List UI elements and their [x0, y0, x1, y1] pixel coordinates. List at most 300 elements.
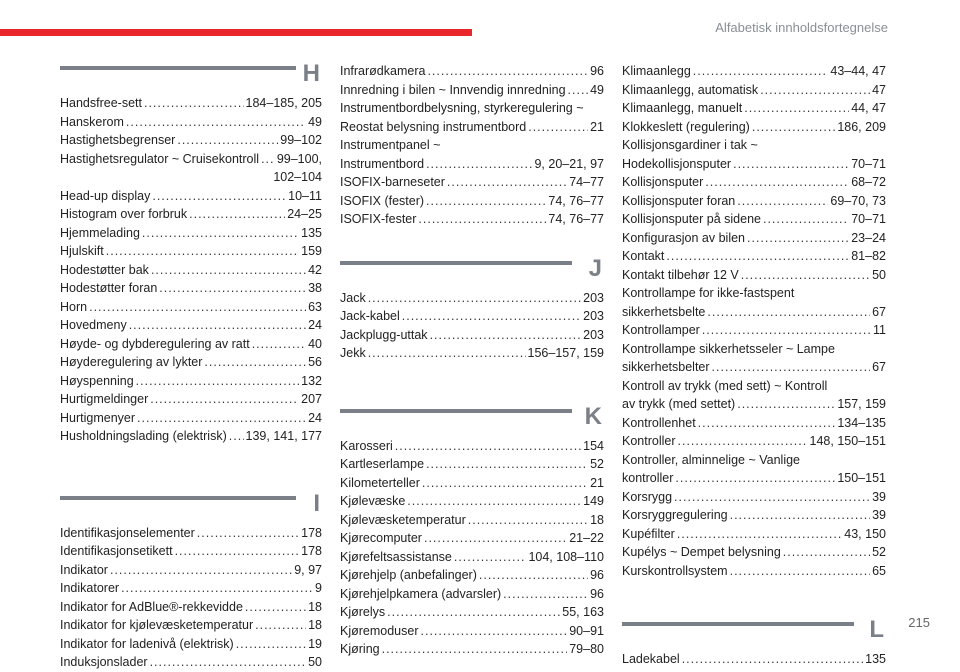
index-entry-term: Korsrygg — [622, 489, 673, 504]
index-entry — [340, 136, 604, 173]
dot-leader — [682, 650, 863, 669]
dot-leader — [730, 562, 871, 581]
dot-leader — [426, 455, 588, 474]
index-entry-row — [340, 307, 604, 326]
dot-leader — [744, 99, 849, 118]
index-entry-term: Indikator for kjølevæsketemperatur — [60, 618, 254, 632]
index-entry-pages: 65 — [872, 563, 886, 578]
dot-leader — [783, 543, 870, 562]
index-entry-prefix: Instrumentbordbelysning, styrkeregulering ~ — [340, 101, 584, 115]
index-entry-term: av trykk (med settet) — [622, 397, 736, 411]
index-entry-pages: 69–70, 73 — [830, 193, 886, 208]
index-entry-pages: 203 — [583, 309, 604, 323]
section-spacer — [340, 363, 604, 405]
index-entry-pages: 38 — [308, 281, 322, 295]
dot-leader — [159, 279, 306, 298]
dot-leader — [422, 474, 588, 493]
dot-leader — [421, 622, 568, 641]
index-entry-pages: 9 — [315, 581, 322, 595]
index-entry-pages: 81–82 — [851, 249, 886, 263]
index-entry-pages: 18 — [590, 512, 604, 527]
section-rule — [340, 261, 572, 265]
dot-leader — [368, 344, 526, 363]
index-entry-row — [60, 94, 322, 113]
index-entry-pages: 178 — [301, 544, 322, 558]
index-entry-term: Handsfree-sett — [60, 96, 142, 110]
index-entry-term: Hodestøtter bak — [60, 262, 149, 277]
dot-leader — [479, 566, 588, 585]
index-entry — [340, 492, 604, 511]
index-entry-pages: 49 — [590, 82, 604, 97]
index-entry-term: Korsryggregulering — [622, 508, 728, 522]
index-entry-row — [60, 187, 322, 206]
section-heading — [340, 254, 604, 289]
index-entry — [622, 543, 886, 562]
index-entry-row — [622, 506, 886, 525]
index-entry — [622, 81, 886, 100]
index-entry-row — [622, 395, 886, 414]
index-entry-term: Kontakt — [622, 249, 665, 263]
dot-leader — [129, 316, 306, 335]
index-entry — [60, 427, 322, 446]
index-entry-pages: 74, 76–77 — [548, 193, 604, 208]
index-entry-pages: 74, 76–77 — [548, 212, 604, 226]
index-entry-term: Kjølevæske — [340, 494, 406, 508]
index-entry-pages: 21–22 — [569, 531, 604, 545]
dot-leader — [741, 266, 870, 285]
dot-leader — [447, 173, 567, 192]
index-entry — [340, 173, 604, 192]
index-entry — [340, 99, 604, 136]
index-entry-row — [340, 210, 604, 229]
index-entry-term: Karosseri — [340, 438, 393, 453]
dot-leader — [204, 353, 306, 372]
index-entry-row — [340, 455, 604, 474]
index-entry-pages: 44, 47 — [851, 101, 886, 115]
index-entry — [340, 455, 604, 474]
index-entry — [340, 474, 604, 493]
index-entry-pages: 74–77 — [569, 175, 604, 189]
index-entry-row — [622, 99, 886, 118]
index-entry — [340, 566, 604, 585]
index-entry — [340, 210, 604, 229]
dot-leader — [89, 298, 306, 317]
dot-leader — [698, 414, 836, 433]
index-entry-pages: 96 — [590, 64, 604, 78]
index-entry-pages: 203 — [583, 290, 604, 305]
index-entry-term: Innredning i bilen ~ Innvendig innredning — [340, 82, 566, 97]
index-entry — [622, 650, 886, 669]
index-entry-term: Kollisjonsputer — [622, 175, 704, 189]
dot-leader — [760, 81, 870, 100]
index-entry-term: Kartleserlampe — [340, 457, 425, 471]
index-entry-term: Klimaanlegg, automatisk — [622, 82, 759, 97]
index-entry-term: Konfigurasjon av bilen — [622, 230, 745, 245]
index-entry — [60, 205, 322, 224]
header-accent-bar — [0, 29, 472, 36]
section-rule — [340, 409, 572, 413]
dot-leader — [189, 205, 285, 224]
dot-leader — [737, 395, 835, 414]
index-entry — [622, 377, 886, 414]
index-entry-term: Hodestøtter foran — [60, 281, 158, 295]
index-entry-row — [340, 344, 604, 363]
index-entry — [340, 289, 604, 308]
dot-leader — [426, 155, 532, 174]
index-entry-row — [60, 579, 322, 598]
index-entry-term: Høyspenning — [60, 373, 134, 388]
index-entry — [60, 353, 322, 372]
index-entry-row — [60, 542, 322, 561]
dot-leader — [747, 229, 849, 248]
index-entry-pages: 96 — [590, 568, 604, 582]
index-entry-row — [622, 650, 886, 669]
index-entry-term: Kontroller — [622, 434, 676, 448]
index-entry — [622, 321, 886, 340]
index-entry-term: Kjørehjelp (anbefalinger) — [340, 568, 477, 582]
index-entry-pages: 11 — [873, 323, 886, 337]
index-entry-pages: 47 — [872, 82, 886, 97]
index-entry-pages: 63 — [308, 299, 322, 314]
index-entry — [622, 266, 886, 285]
index-entry-term: Kjørehjelpkamera (advarsler) — [340, 586, 502, 601]
index-entry-pages: 99–102 — [280, 133, 322, 147]
index-entry — [340, 437, 604, 456]
index-entry-row — [340, 492, 604, 511]
index-entry-pages: 10–11 — [288, 188, 322, 203]
index-entry-term: Kjølevæsketemperatur — [340, 512, 466, 527]
index-entry-pages: 157, 159 — [837, 397, 886, 411]
index-entry-term: Kjørecomputer — [340, 531, 422, 545]
index-entry — [622, 118, 886, 137]
index-entry-pages: 70–71 — [851, 156, 886, 171]
index-entry — [622, 99, 886, 118]
dot-leader — [395, 437, 581, 456]
index-entry-row — [622, 432, 886, 451]
index-entry — [622, 562, 886, 581]
dot-leader — [427, 62, 588, 81]
index-entry-pages: 139, 141, 177 — [245, 429, 322, 443]
index-entry-row — [340, 474, 604, 493]
index-entry-term: Jekk — [340, 346, 366, 360]
index-entry-term: Kollisjonsputer foran — [622, 193, 736, 208]
index-entry-pages: 18 — [308, 618, 322, 632]
dot-leader — [245, 598, 306, 617]
index-entry — [622, 173, 886, 192]
index-entry-row — [60, 524, 322, 543]
index-entry — [60, 335, 322, 354]
index-entry-term: Jack-kabel — [340, 309, 400, 323]
index-entry-row — [622, 525, 886, 544]
index-entry-term: Hurtigmeldinger — [60, 392, 149, 406]
index-entry-term: Horn — [60, 299, 88, 314]
index-entry-row — [60, 372, 322, 391]
section-letter: I — [313, 489, 320, 517]
index-entry-term: Indikatorer — [60, 581, 120, 595]
index-entry-term: Husholdningslading (elektrisk) — [60, 429, 227, 443]
index-entry — [622, 432, 886, 451]
index-entry — [340, 511, 604, 530]
index-entry — [340, 307, 604, 326]
index-entry-row — [60, 427, 322, 446]
section-letter: J — [588, 254, 602, 282]
index-entry-row — [60, 561, 322, 580]
dot-leader — [666, 247, 849, 266]
index-entry-pages: 43–44, 47 — [830, 64, 886, 78]
index-entry-pages: 135 — [301, 225, 322, 240]
index-entry — [340, 640, 604, 659]
index-entry-row — [622, 358, 886, 377]
index-entry-row — [622, 414, 886, 433]
dot-leader — [707, 303, 870, 322]
dot-leader — [430, 326, 582, 345]
index-entry — [60, 187, 322, 206]
index-entry-pages: 68–72 — [851, 175, 886, 189]
index-entry-row — [60, 316, 322, 335]
index-entry-term: Hastighetsregulator ~ Cruisekontroll — [60, 151, 260, 166]
index-entry — [622, 414, 886, 433]
dot-leader — [678, 432, 808, 451]
index-entry-pages: 99–100, — [276, 151, 322, 166]
index-entry-pages: 184–185, 205 — [245, 96, 322, 110]
index-entry-row — [60, 113, 322, 132]
dot-leader — [110, 561, 292, 580]
index-entry-pages: 207 — [301, 392, 322, 406]
index-entry-row — [60, 390, 322, 409]
dot-leader — [468, 511, 588, 530]
section-rule — [60, 66, 296, 70]
dot-leader — [454, 548, 527, 567]
dot-leader — [175, 542, 300, 561]
index-entry-term: Indikator — [60, 562, 108, 577]
section-heading — [60, 489, 322, 524]
page-header-title: Alfabetisk innholdsfortegnelse — [715, 20, 888, 35]
index-entry-pages: 104, 108–110 — [528, 549, 604, 564]
index-entry-term: Identifikasjonsetikett — [60, 544, 173, 558]
index-entry-row — [60, 261, 322, 280]
dot-leader — [236, 635, 306, 654]
index-entry-pages: 79–80 — [569, 642, 604, 656]
index-entry — [622, 247, 886, 266]
index-entry-row — [60, 598, 322, 617]
index-entry-row — [622, 62, 886, 81]
index-entry-term: Kupéfilter — [622, 526, 675, 541]
index-entry-term: Høyderegulering av lykter — [60, 355, 203, 369]
index-entry-pages: 24 — [308, 410, 322, 425]
dot-leader — [730, 506, 870, 525]
index-entry — [340, 344, 604, 363]
index-entry-term: sikkerhetsbelte — [622, 304, 706, 319]
index-entry — [340, 622, 604, 641]
index-entry-term: Kontakt tilbehør 12 V — [622, 267, 739, 282]
section-heading — [60, 62, 322, 94]
index-entry-row — [340, 62, 604, 81]
dot-leader — [763, 210, 849, 229]
index-entry-pages: 56 — [308, 355, 322, 369]
index-entry — [622, 229, 886, 248]
dot-leader — [407, 492, 581, 511]
section-letter: H — [302, 60, 320, 87]
index-entry-pages: 135 — [865, 652, 886, 666]
index-entry — [340, 62, 604, 81]
dot-leader — [674, 488, 870, 507]
index-entry-list — [60, 94, 322, 446]
index-entry-row — [60, 616, 322, 635]
dot-leader — [705, 173, 849, 192]
index-entry-pages: 24 — [308, 318, 322, 332]
index-entry-row — [340, 585, 604, 604]
index-entry-prefix: Kontrollampe sikkerhetsseler ~ Lampe — [622, 341, 835, 356]
index-entry-row — [622, 81, 886, 100]
index-entry-pages: 21 — [590, 475, 604, 490]
index-entry-term: Kjørelys — [340, 605, 386, 619]
index-entry-pages: 43, 150 — [844, 526, 886, 541]
index-entry-prefix: Kontrollampe for ikke-fastspent — [622, 286, 795, 300]
dot-leader — [426, 192, 546, 211]
dot-leader — [528, 118, 588, 137]
index-entry-pages: 39 — [872, 489, 886, 504]
index-entry-term: Kjøring — [340, 642, 380, 656]
index-entry-row — [60, 298, 322, 317]
index-entry-pages: 156–157, 159 — [527, 346, 604, 360]
index-entry-term: Induksjonslader — [60, 655, 148, 669]
index-entry-row — [622, 192, 886, 211]
index-entry-term: sikkerhetsbelter — [622, 360, 710, 374]
index-entry-row — [340, 603, 604, 622]
dot-leader — [255, 616, 306, 635]
index-entry-row — [340, 192, 604, 211]
dot-leader — [136, 372, 299, 391]
index-entry-pages: 55, 163 — [562, 605, 604, 619]
index-entry-term: Klimaanlegg — [622, 64, 691, 78]
index-entry-term: Hovedmeny — [60, 318, 127, 332]
dot-leader — [503, 585, 588, 604]
index-entry-term: Kjøremoduser — [340, 623, 419, 638]
index-entry-term: Kjørefeltsassistanse — [340, 549, 452, 564]
index-entry-row — [60, 131, 322, 150]
index-entry-term: Histogram over forbruk — [60, 207, 188, 221]
index-entry-pages: 24–25 — [287, 207, 322, 221]
index-entry-row — [340, 548, 604, 567]
index-entry-pages: 18 — [308, 599, 322, 614]
index-column-1 — [60, 62, 322, 672]
index-entry-row — [622, 562, 886, 581]
index-entry-term: Kupélys ~ Dempet belysning — [622, 545, 781, 559]
index-entry-row — [340, 511, 604, 530]
section-heading — [340, 402, 604, 437]
index-entry-row — [622, 543, 886, 562]
dot-leader — [418, 210, 546, 229]
index-entry-list — [340, 437, 604, 659]
dot-leader — [150, 390, 299, 409]
dot-leader — [402, 307, 581, 326]
index-entry-pages: 186, 209 — [837, 119, 886, 134]
index-entry — [60, 409, 322, 428]
index-entry-row — [340, 118, 604, 137]
index-entry — [622, 525, 886, 544]
index-entry-pages: 9, 20–21, 97 — [534, 156, 604, 171]
dot-leader — [387, 603, 560, 622]
dot-leader — [229, 427, 244, 446]
index-entry-pages: 23–24 — [851, 230, 886, 245]
index-entry-term: Instrumentbord — [340, 156, 425, 171]
dot-leader — [261, 150, 275, 169]
index-entry-pages: 148, 150–151 — [809, 434, 886, 448]
index-entry — [340, 81, 604, 100]
index-entry — [340, 326, 604, 345]
index-entry — [60, 316, 322, 335]
section-spacer — [340, 229, 604, 257]
index-entry-pages: 178 — [301, 525, 322, 540]
index-entry — [60, 113, 322, 132]
dot-leader — [712, 358, 871, 377]
index-entry-list — [622, 62, 886, 580]
index-entry — [622, 284, 886, 321]
index-entry-pages: 50 — [872, 267, 886, 282]
index-entry-pages: 19 — [308, 636, 322, 651]
index-entry-pages: 149 — [583, 494, 604, 508]
page-number: 215 — [908, 615, 930, 630]
index-entry — [60, 598, 322, 617]
index-entry-term: ISOFIX (fester) — [340, 193, 425, 208]
index-entry-term: Head-up display — [60, 188, 151, 203]
index-entry — [60, 131, 322, 150]
index-entry-row — [622, 469, 886, 488]
index-entry-pages: 21 — [590, 119, 604, 134]
index-entry-pages: 159 — [301, 244, 322, 258]
index-entry-row — [60, 653, 322, 672]
index-entry-row — [340, 326, 604, 345]
index-entry — [622, 506, 886, 525]
section-spacer — [622, 580, 886, 618]
index-entry — [60, 372, 322, 391]
index-entry-term: Kurskontrollsystem — [622, 563, 728, 578]
index-entry — [622, 62, 886, 81]
index-entry-row — [60, 353, 322, 372]
index-entry-row — [340, 289, 604, 308]
index-entry-list — [340, 289, 604, 363]
dot-leader — [152, 187, 286, 206]
dot-leader — [693, 62, 829, 81]
index-entry — [340, 603, 604, 622]
index-entry-pages: 52 — [590, 457, 604, 471]
index-entry-row — [622, 321, 886, 340]
section-spacer — [60, 446, 322, 492]
index-entry-term: Klokkeslett (regulering) — [622, 119, 750, 134]
dot-leader — [752, 118, 835, 137]
index-entry-prefix: Kollisjonsgardiner i tak ~ — [622, 138, 758, 152]
index-entry-term: Kilometerteller — [340, 475, 420, 490]
index-entry-row — [622, 488, 886, 507]
dot-leader — [144, 94, 244, 113]
index-entry-row — [60, 635, 322, 654]
index-entry-row — [340, 81, 604, 100]
index-entry-term: Klimaanlegg, manuelt — [622, 101, 743, 115]
index-entry-pages: 70–71 — [851, 212, 886, 226]
index-entry-list — [340, 62, 604, 229]
index-entry-pages: 203 — [583, 327, 604, 342]
index-entry-row — [60, 242, 322, 261]
index-entry — [340, 585, 604, 604]
index-entry-term: ISOFIX-fester — [340, 212, 417, 226]
index-entry-row — [622, 173, 886, 192]
index-entry — [60, 579, 322, 598]
index-entry — [60, 261, 322, 280]
index-entry-pages-continued: 102–104 — [273, 170, 322, 184]
index-entry-row — [340, 640, 604, 659]
index-entry — [340, 548, 604, 567]
index-entry-row — [622, 229, 886, 248]
